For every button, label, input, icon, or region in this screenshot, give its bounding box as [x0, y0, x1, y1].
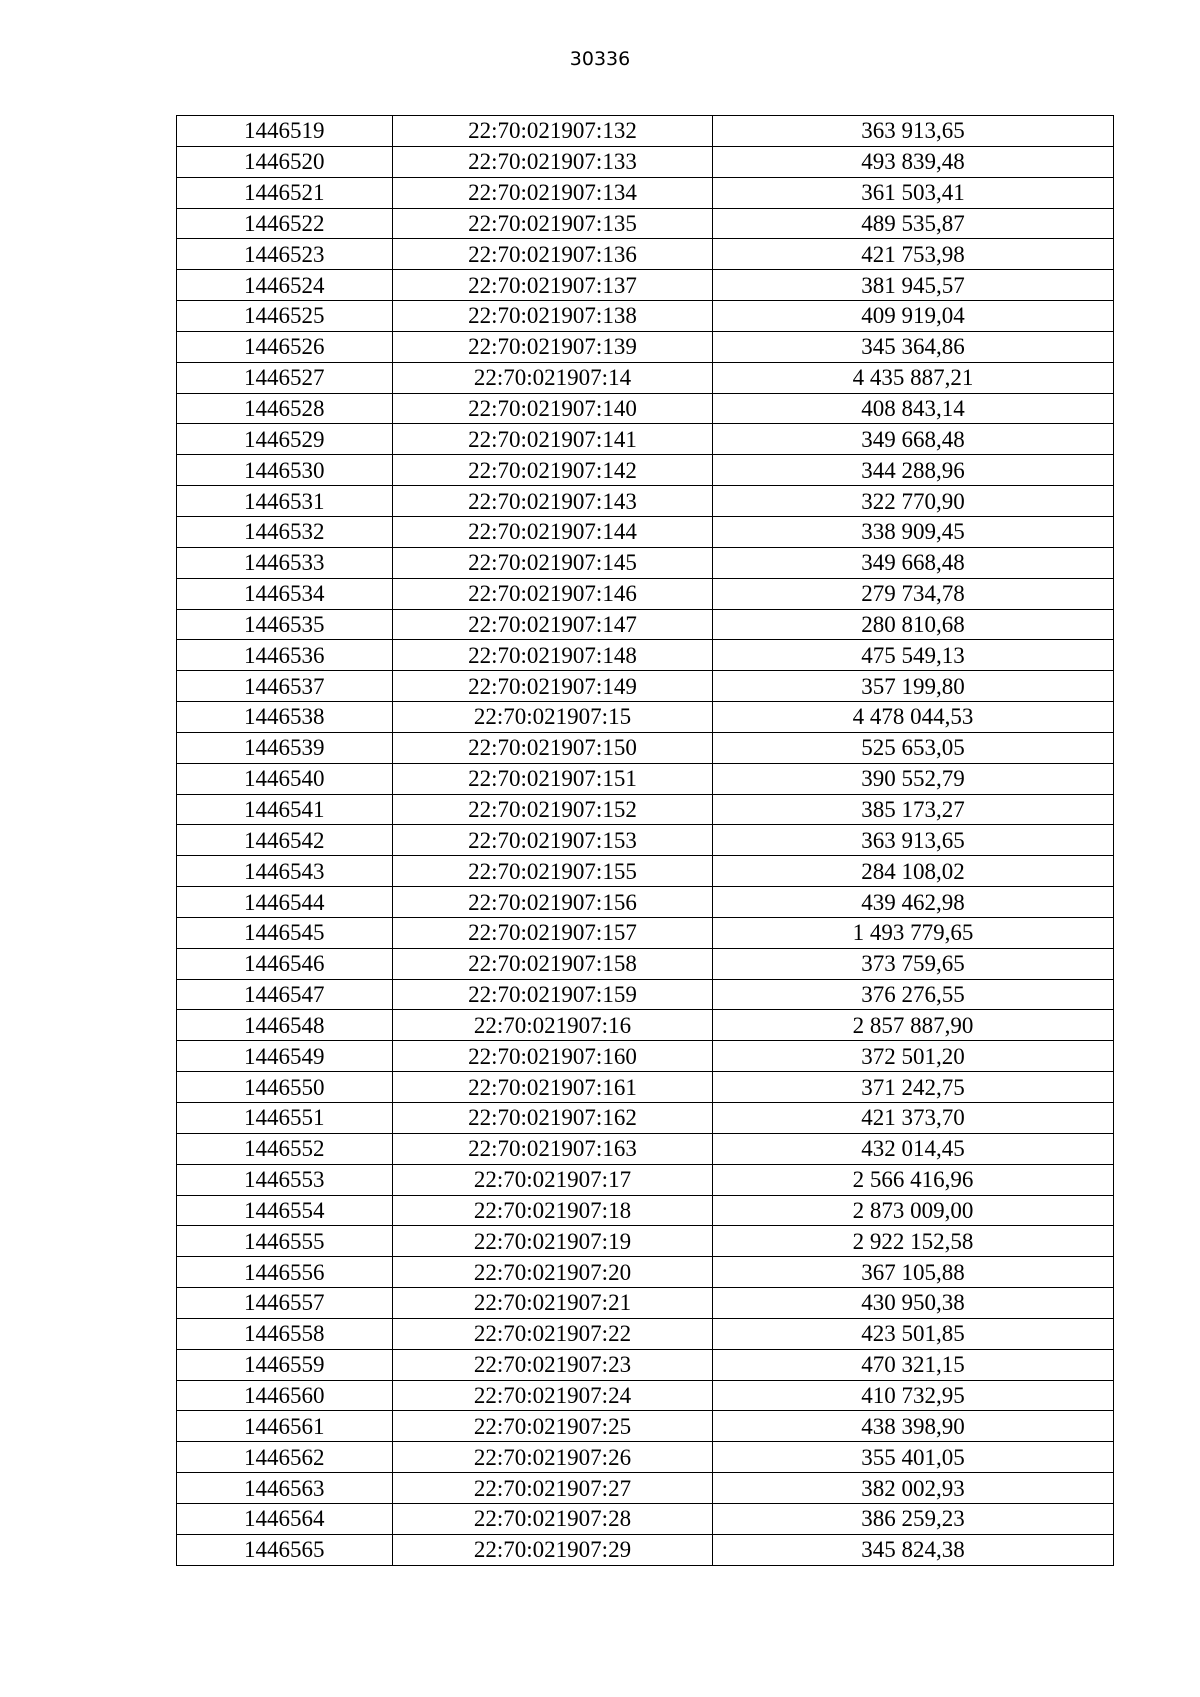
row-id-cell: 1446526 [177, 331, 393, 362]
table-row [177, 424, 1114, 455]
value-cell: 408 843,14 [713, 393, 1114, 424]
table-row [177, 146, 1114, 177]
value-cell: 381 945,57 [713, 270, 1114, 301]
row-id-cell: 1446521 [177, 177, 393, 208]
value-cell: 1 493 779,65 [713, 917, 1114, 948]
table-row [177, 1195, 1114, 1226]
value-cell: 361 503,41 [713, 177, 1114, 208]
cadastral-number-cell: 22:70:021907:135 [393, 208, 713, 239]
row-id-cell: 1446535 [177, 609, 393, 640]
cadastral-number-cell: 22:70:021907:136 [393, 239, 713, 270]
table-row [177, 116, 1114, 147]
value-cell: 371 242,75 [713, 1072, 1114, 1103]
cadastral-number-cell: 22:70:021907:159 [393, 979, 713, 1010]
cadastral-number-cell: 22:70:021907:144 [393, 516, 713, 547]
table-row [177, 794, 1114, 825]
cadastral-number-cell: 22:70:021907:29 [393, 1534, 713, 1565]
value-cell: 493 839,48 [713, 146, 1114, 177]
value-cell: 4 478 044,53 [713, 702, 1114, 733]
value-cell: 372 501,20 [713, 1041, 1114, 1072]
row-id-cell: 1446519 [177, 116, 393, 147]
row-id-cell: 1446531 [177, 486, 393, 517]
value-cell: 357 199,80 [713, 671, 1114, 702]
table-row [177, 362, 1114, 393]
row-id-cell: 1446544 [177, 887, 393, 918]
table-row [177, 1442, 1114, 1473]
value-cell: 423 501,85 [713, 1318, 1114, 1349]
table-row [177, 331, 1114, 362]
table-row [177, 516, 1114, 547]
cadastral-number-cell: 22:70:021907:140 [393, 393, 713, 424]
table-row [177, 208, 1114, 239]
value-cell: 344 288,96 [713, 455, 1114, 486]
cadastral-number-cell: 22:70:021907:19 [393, 1226, 713, 1257]
cadastral-number-cell: 22:70:021907:161 [393, 1072, 713, 1103]
table-row [177, 1164, 1114, 1195]
cadastral-number-cell: 22:70:021907:148 [393, 640, 713, 671]
value-cell: 280 810,68 [713, 609, 1114, 640]
cadastral-number-cell: 22:70:021907:146 [393, 578, 713, 609]
table-row [177, 763, 1114, 794]
row-id-cell: 1446551 [177, 1103, 393, 1134]
table-row [177, 702, 1114, 733]
row-id-cell: 1446530 [177, 455, 393, 486]
row-id-cell: 1446556 [177, 1257, 393, 1288]
value-cell: 470 321,15 [713, 1349, 1114, 1380]
value-cell: 2 857 887,90 [713, 1010, 1114, 1041]
cadastral-number-cell: 22:70:021907:15 [393, 702, 713, 733]
cadastral-number-cell: 22:70:021907:138 [393, 301, 713, 332]
row-id-cell: 1446546 [177, 948, 393, 979]
value-cell: 386 259,23 [713, 1503, 1114, 1534]
value-cell: 421 373,70 [713, 1103, 1114, 1134]
row-id-cell: 1446525 [177, 301, 393, 332]
cadastral-number-cell: 22:70:021907:14 [393, 362, 713, 393]
row-id-cell: 1446541 [177, 794, 393, 825]
cadastral-number-cell: 22:70:021907:150 [393, 732, 713, 763]
table-row [177, 1103, 1114, 1134]
row-id-cell: 1446529 [177, 424, 393, 455]
page-number: 30336 [569, 48, 631, 70]
table-row [177, 1411, 1114, 1442]
row-id-cell: 1446558 [177, 1318, 393, 1349]
value-cell: 349 668,48 [713, 547, 1114, 578]
table-row [177, 1503, 1114, 1534]
value-cell: 409 919,04 [713, 301, 1114, 332]
row-id-cell: 1446542 [177, 825, 393, 856]
cadastral-number-cell: 22:70:021907:22 [393, 1318, 713, 1349]
cadastral-number-cell: 22:70:021907:145 [393, 547, 713, 578]
value-cell: 430 950,38 [713, 1288, 1114, 1319]
cadastral-number-cell: 22:70:021907:156 [393, 887, 713, 918]
cadastral-number-cell: 22:70:021907:26 [393, 1442, 713, 1473]
row-id-cell: 1446533 [177, 547, 393, 578]
row-id-cell: 1446553 [177, 1164, 393, 1195]
row-id-cell: 1446524 [177, 270, 393, 301]
value-cell: 363 913,65 [713, 116, 1114, 147]
cadastral-number-cell: 22:70:021907:132 [393, 116, 713, 147]
row-id-cell: 1446536 [177, 640, 393, 671]
row-id-cell: 1446543 [177, 856, 393, 887]
table-row [177, 1380, 1114, 1411]
cadastral-number-cell: 22:70:021907:153 [393, 825, 713, 856]
table-row [177, 917, 1114, 948]
table-row [177, 270, 1114, 301]
table-row [177, 732, 1114, 763]
cadastral-number-cell: 22:70:021907:28 [393, 1503, 713, 1534]
row-id-cell: 1446563 [177, 1473, 393, 1504]
row-id-cell: 1446561 [177, 1411, 393, 1442]
value-cell: 525 653,05 [713, 732, 1114, 763]
cadastral-number-cell: 22:70:021907:147 [393, 609, 713, 640]
table-row [177, 1288, 1114, 1319]
cadastral-number-cell: 22:70:021907:17 [393, 1164, 713, 1195]
value-cell: 438 398,90 [713, 1411, 1114, 1442]
table-row [177, 1226, 1114, 1257]
row-id-cell: 1446545 [177, 917, 393, 948]
value-cell: 390 552,79 [713, 763, 1114, 794]
table-row [177, 609, 1114, 640]
value-cell: 385 173,27 [713, 794, 1114, 825]
table-row [177, 1257, 1114, 1288]
data-table [176, 115, 1114, 1566]
row-id-cell: 1446534 [177, 578, 393, 609]
row-id-cell: 1446547 [177, 979, 393, 1010]
value-cell: 432 014,45 [713, 1133, 1114, 1164]
value-cell: 338 909,45 [713, 516, 1114, 547]
row-id-cell: 1446554 [177, 1195, 393, 1226]
table-row [177, 825, 1114, 856]
table-row [177, 301, 1114, 332]
cadastral-number-cell: 22:70:021907:24 [393, 1380, 713, 1411]
table-row [177, 239, 1114, 270]
row-id-cell: 1446520 [177, 146, 393, 177]
table-row [177, 640, 1114, 671]
cadastral-number-cell: 22:70:021907:158 [393, 948, 713, 979]
row-id-cell: 1446532 [177, 516, 393, 547]
cadastral-number-cell: 22:70:021907:23 [393, 1349, 713, 1380]
table-row [177, 856, 1114, 887]
value-cell: 373 759,65 [713, 948, 1114, 979]
value-cell: 439 462,98 [713, 887, 1114, 918]
cadastral-number-cell: 22:70:021907:152 [393, 794, 713, 825]
cadastral-number-cell: 22:70:021907:133 [393, 146, 713, 177]
cadastral-number-cell: 22:70:021907:25 [393, 1411, 713, 1442]
cadastral-number-cell: 22:70:021907:160 [393, 1041, 713, 1072]
table-row [177, 393, 1114, 424]
value-cell: 475 549,13 [713, 640, 1114, 671]
table-row [177, 1473, 1114, 1504]
cadastral-number-cell: 22:70:021907:20 [393, 1257, 713, 1288]
table-row [177, 177, 1114, 208]
table-row [177, 578, 1114, 609]
row-id-cell: 1446528 [177, 393, 393, 424]
table-row [177, 1133, 1114, 1164]
cadastral-number-cell: 22:70:021907:21 [393, 1288, 713, 1319]
value-cell: 410 732,95 [713, 1380, 1114, 1411]
row-id-cell: 1446522 [177, 208, 393, 239]
cadastral-number-cell: 22:70:021907:134 [393, 177, 713, 208]
cadastral-number-cell: 22:70:021907:143 [393, 486, 713, 517]
value-cell: 363 913,65 [713, 825, 1114, 856]
cadastral-number-cell: 22:70:021907:137 [393, 270, 713, 301]
cadastral-number-cell: 22:70:021907:27 [393, 1473, 713, 1504]
table-row [177, 1010, 1114, 1041]
table-row [177, 1072, 1114, 1103]
table-row [177, 887, 1114, 918]
row-id-cell: 1446564 [177, 1503, 393, 1534]
row-id-cell: 1446537 [177, 671, 393, 702]
value-cell: 421 753,98 [713, 239, 1114, 270]
row-id-cell: 1446562 [177, 1442, 393, 1473]
row-id-cell: 1446539 [177, 732, 393, 763]
value-cell: 345 824,38 [713, 1534, 1114, 1565]
value-cell: 322 770,90 [713, 486, 1114, 517]
value-cell: 382 002,93 [713, 1473, 1114, 1504]
value-cell: 2 873 009,00 [713, 1195, 1114, 1226]
value-cell: 2 566 416,96 [713, 1164, 1114, 1195]
cadastral-number-cell: 22:70:021907:151 [393, 763, 713, 794]
cadastral-number-cell: 22:70:021907:162 [393, 1103, 713, 1134]
table-row [177, 486, 1114, 517]
value-cell: 376 276,55 [713, 979, 1114, 1010]
row-id-cell: 1446527 [177, 362, 393, 393]
row-id-cell: 1446549 [177, 1041, 393, 1072]
cadastral-number-cell: 22:70:021907:157 [393, 917, 713, 948]
cadastral-number-cell: 22:70:021907:18 [393, 1195, 713, 1226]
table-row [177, 979, 1114, 1010]
row-id-cell: 1446559 [177, 1349, 393, 1380]
table-row [177, 455, 1114, 486]
cadastral-number-cell: 22:70:021907:139 [393, 331, 713, 362]
cadastral-number-cell: 22:70:021907:142 [393, 455, 713, 486]
table-row [177, 547, 1114, 578]
row-id-cell: 1446538 [177, 702, 393, 733]
value-cell: 4 435 887,21 [713, 362, 1114, 393]
cadastral-number-cell: 22:70:021907:149 [393, 671, 713, 702]
value-cell: 2 922 152,58 [713, 1226, 1114, 1257]
cadastral-number-cell: 22:70:021907:163 [393, 1133, 713, 1164]
value-cell: 349 668,48 [713, 424, 1114, 455]
table-row [177, 1318, 1114, 1349]
row-id-cell: 1446540 [177, 763, 393, 794]
row-id-cell: 1446550 [177, 1072, 393, 1103]
table-row [177, 1041, 1114, 1072]
value-cell: 367 105,88 [713, 1257, 1114, 1288]
table-row [177, 1534, 1114, 1565]
cadastral-number-cell: 22:70:021907:155 [393, 856, 713, 887]
row-id-cell: 1446555 [177, 1226, 393, 1257]
table-body [177, 116, 1114, 1566]
row-id-cell: 1446552 [177, 1133, 393, 1164]
cadastral-number-cell: 22:70:021907:16 [393, 1010, 713, 1041]
table-row [177, 671, 1114, 702]
row-id-cell: 1446565 [177, 1534, 393, 1565]
table-row [177, 1349, 1114, 1380]
value-cell: 489 535,87 [713, 208, 1114, 239]
table-row [177, 948, 1114, 979]
row-id-cell: 1446548 [177, 1010, 393, 1041]
value-cell: 279 734,78 [713, 578, 1114, 609]
row-id-cell: 1446523 [177, 239, 393, 270]
value-cell: 284 108,02 [713, 856, 1114, 887]
value-cell: 355 401,05 [713, 1442, 1114, 1473]
row-id-cell: 1446557 [177, 1288, 393, 1319]
cadastral-number-cell: 22:70:021907:141 [393, 424, 713, 455]
value-cell: 345 364,86 [713, 331, 1114, 362]
row-id-cell: 1446560 [177, 1380, 393, 1411]
